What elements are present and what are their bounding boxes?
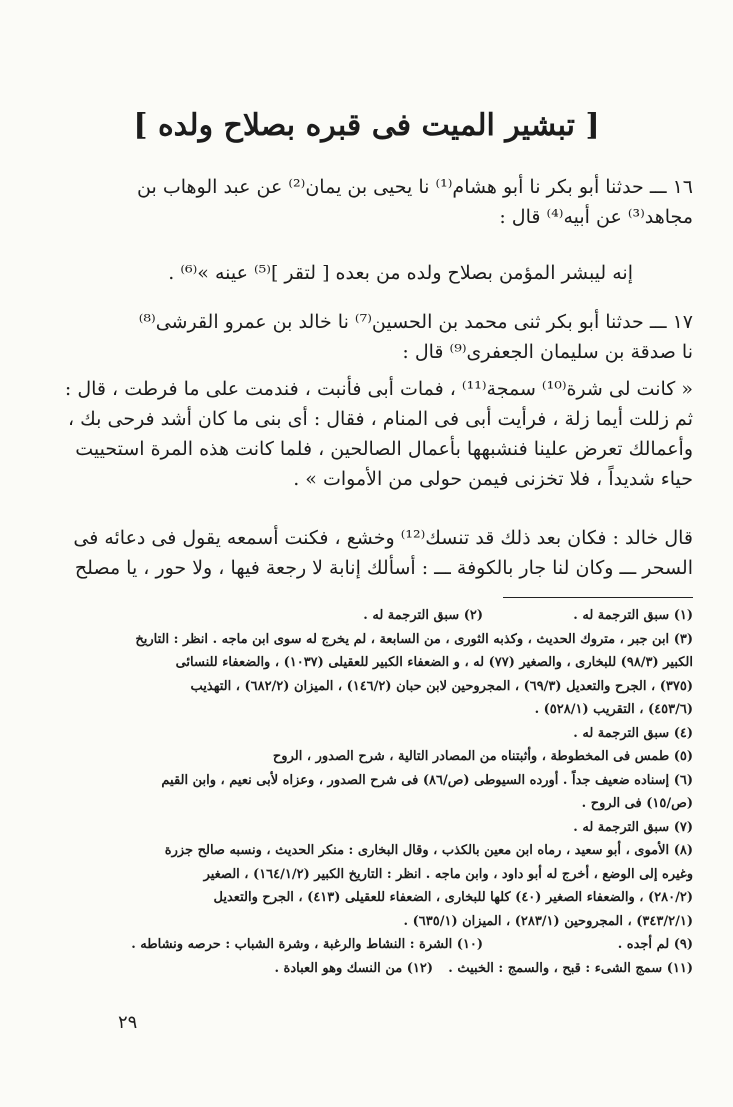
footnote-11: (١١) سمج الشىء : قبح ، والسمج : الخبيث .: [448, 960, 693, 976]
text-line: قال خالد : فكان بعد ذلك قد تنسك⁽¹²⁾ وخشع ، فكنت أسمعه يقول فى دعائه فى: [73, 527, 693, 549]
narration-16-quote: [30, 258, 693, 288]
footnote-8: (٨) الأموى ، أبو سعيد ، رماه ابن معين بالكذب ، وقال البخارى : منكر الحديث ، ونسبه صالح جزرة: [164, 843, 693, 858]
footnote-3: (٣) ابن جبر ، متروك الحديث ، وكذبه الثورى ، من السابعة ، لم يخرج له سوى ابن ماجه . انظر : التاريخ: [135, 631, 693, 647]
footnote-8: (٢٨٠/٢) ، والضعفاء الصغير (٤٠) كلها للبخارى ، الضعفاء للعقيلى (٤١٣) ، الجرح والتعديل: [213, 890, 693, 905]
text-line: ١٧ ـــ حدثنا أبو بكر ثنى محمد بن الحسين⁽⁷⁾ نا خالد بن عمرو القرشى⁽⁸⁾: [138, 311, 693, 333]
narration-16: [30, 172, 693, 232]
footnote-4: (٤) سبق الترجمة له .: [573, 725, 693, 741]
text-line: نا صدقة بن سليمان الجعفرى⁽⁹⁾ قال :: [402, 341, 693, 363]
footnote-8: (٣٤٣/٢/١) ، المجروحين (٢٨٣/١) ، الميزان (٦٣٥/١) .: [403, 913, 693, 929]
footnotes: [30, 604, 693, 980]
footnote-2: (٢) سبق الترجمة له .: [363, 608, 483, 623]
chapter-title: [ تبشير الميت فى قبره بصلاح ولده ]: [133, 108, 600, 143]
footnote-1: (١) سبق الترجمة له .: [573, 608, 693, 623]
footnote-6: (ص/١٥) فى الروح .: [581, 796, 693, 811]
text-line: حياء شديداً ، فلا تخزنى فيمن حولى من الأموات » .: [293, 468, 693, 490]
footnote-row: [30, 933, 693, 957]
footnote-9: (٩) لم أجده .: [617, 937, 693, 952]
page-number: ٢٩: [118, 1012, 138, 1033]
footnote-3: (٤٥٣/٦) ، التقريب (٥٢٨/١) .: [534, 702, 693, 717]
footnote-10: (١٠) الشرة : النشاط والرغبة ، وشرة الشباب : حرصه ونشاطه .: [131, 937, 483, 952]
footnote-6: (٦) إسناده ضعيف جداً . أورده السيوطى (ص/٨٦) فى شرح الصدور ، وعزاه لأبى نعيم ، وابن القيم: [161, 772, 693, 788]
narration-17-continuation: [30, 523, 693, 583]
footnote-8: وغيره إلى الوضع ، أخرج له أبو داود ، وابن ماجه . انظر : التاريخ الكبير (١٦٤/١/٢) ، الصغير: [203, 866, 693, 882]
footnote-3: (٣٧٥) ، الجرح والتعديل (٦٩/٣) ، المجروحين لابن حبان (١٤٦/٢) ، الميزان (٦٨٢/٢) ، التهذيب: [190, 678, 693, 694]
footnote-3: الكبير (٩٨/٣) للبخارى ، والصغير (٧٧) له ، و الضعفاء الكبير للعقيلى (١٠٣٧) ، والضعفاء للنسائى: [175, 655, 693, 670]
footnote-separator: [503, 597, 693, 598]
footnote-12: (١٢) من النسك وهو العبادة .: [274, 960, 433, 976]
footnote-7: (٧) سبق الترجمة له .: [573, 819, 693, 835]
narration-17-quote: [30, 374, 693, 494]
narration-17: [30, 307, 693, 367]
footnote-row: [30, 957, 693, 981]
footnote-5: (٥) طمس فى المخطوطة ، وأثبتناه من المصادر التالية ، شرح الصدور ، الروح: [272, 749, 693, 764]
text-line: وأعمالك تعرض علينا فنشبهها بأعمال الصالحين ، فلما كانت هذه المرة استحييت: [75, 438, 693, 460]
text-line: ثم زللت أيما زلة ، فرأيت أبى فى المنام ، فقال : أى بنى ما كان أشد فرحى بك ،: [67, 408, 693, 430]
text-line: ١٦ ـــ حدثنا أبو بكر نا أبو هشام⁽¹⁾ نا يحيى بن يمان⁽²⁾ عن عبد الوهاب بن: [137, 176, 693, 198]
text-line: « كانت لى شرة⁽¹⁰⁾ سمجة⁽¹¹⁾ ، فمات أبى فأنبت ، فندمت على ما فرطت ، قال :: [64, 378, 693, 400]
footnote-row: [30, 604, 693, 628]
text-line: السحر ـــ وكان لنا جار بالكوفة ـــ : أسألك إنابة لا رجعة فيها ، ولا حور ، يا مصلح: [74, 557, 693, 579]
text-line: مجاهد⁽³⁾ عن أبيه⁽⁴⁾ قال :: [499, 206, 693, 228]
text-line: إنه ليبشر المؤمن بصلاح ولده من بعده [ لتقر ]⁽⁵⁾ عينه »⁽⁶⁾ .: [168, 262, 633, 284]
